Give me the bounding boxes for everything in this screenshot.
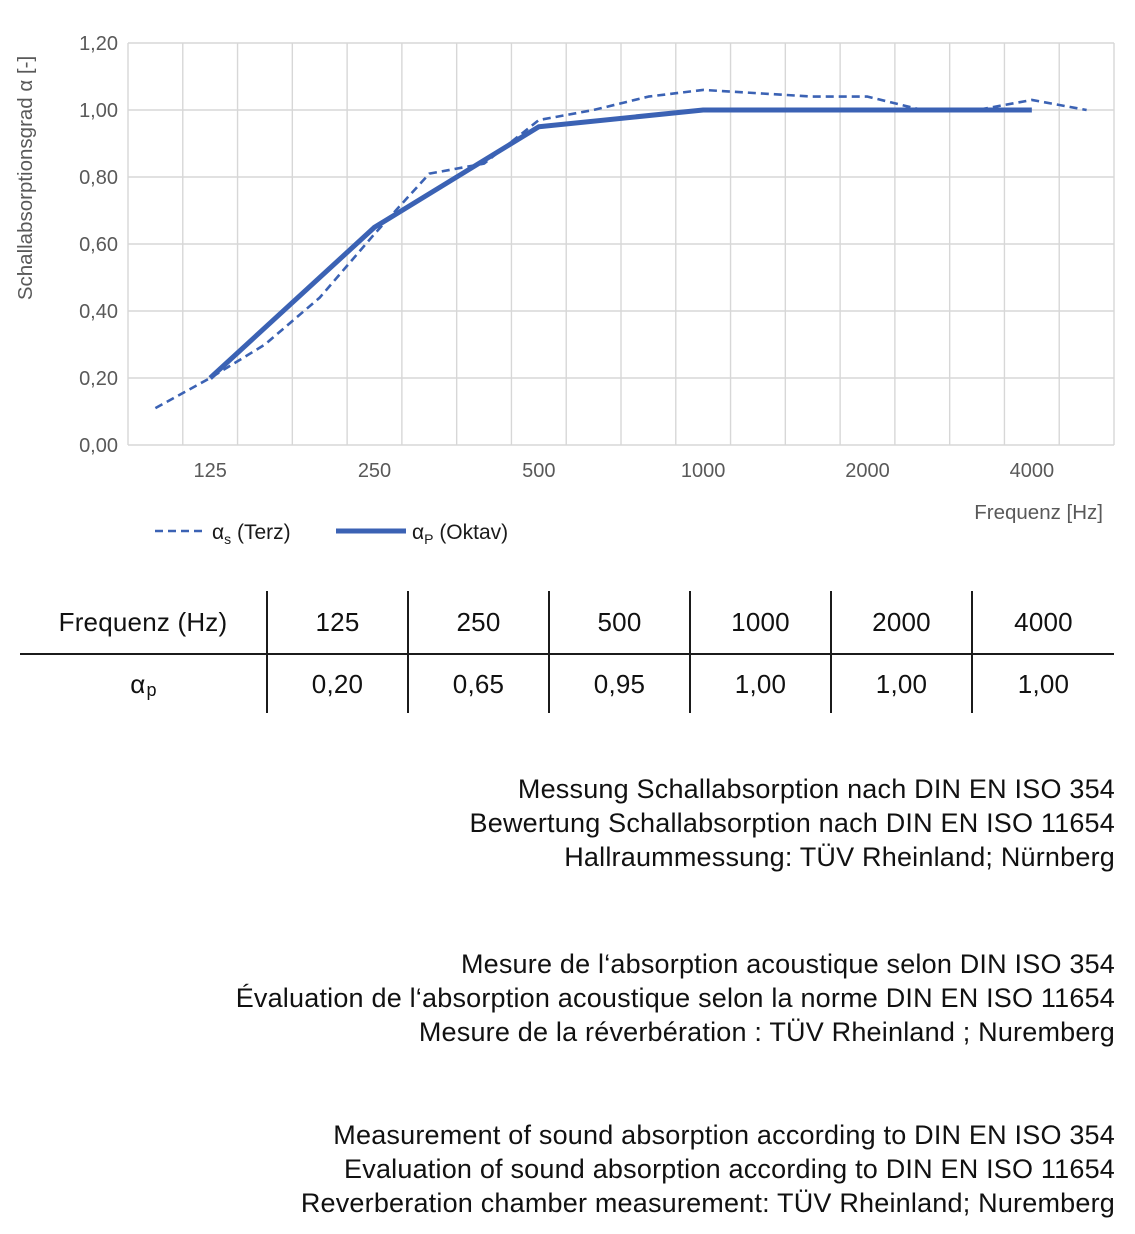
table-alpha-value: 1,00	[1017, 668, 1070, 699]
table-header-row	[20, 591, 1114, 655]
note-line: Evaluation of sound absorption according to DIN EN ISO 11654	[344, 1154, 1115, 1184]
table-header-frequency-value: 125	[268, 591, 409, 653]
table-header-frequency-value: 250	[409, 591, 550, 653]
table-alpha-value: 1,00	[832, 655, 973, 713]
y-tick-label: 1,00	[79, 100, 118, 122]
absorption-coefficient-table	[20, 591, 1114, 713]
y-tick-label: 0,20	[79, 368, 118, 390]
table-header-frequency-value: 1000	[691, 591, 832, 653]
legend-label: $\alpha_P$ (Oktav)	[412, 521, 509, 547]
table-header-frequency-value: 4000	[1014, 606, 1073, 637]
table-header-frequency-value: 500	[550, 591, 691, 653]
y-tick-label: 0,80	[79, 167, 118, 189]
x-tick-label: 250	[357, 460, 392, 482]
x-tick-label: 2000	[845, 460, 890, 482]
note-french	[20, 947, 1115, 1049]
note-line: Hallraummessung: TÜV Rheinland; Nürnberg	[564, 842, 1115, 872]
note-german	[20, 772, 1115, 874]
y-tick-label: 0,40	[79, 301, 118, 323]
table-header-frequency: Frequenz (Hz)	[20, 591, 268, 653]
table-header-frequency-value: 2000	[832, 591, 973, 653]
note-line: Reverberation chamber measurement: TÜV Rheinland; Nuremberg	[300, 1188, 1115, 1218]
note-line: Measurement of sound absorption according to DIN EN ISO 354	[333, 1120, 1115, 1150]
x-axis-tick-labels	[193, 460, 1054, 482]
note-line: Bewertung Schallabsorption nach DIN EN ISO 11654	[469, 808, 1115, 838]
y-tick-label: 0,60	[79, 234, 118, 256]
y-axis-tick-labels	[79, 33, 118, 457]
x-tick-label: 1000	[680, 460, 726, 482]
note-english	[20, 1118, 1115, 1220]
x-axis-title: Frequenz [Hz]	[974, 501, 1103, 524]
x-tick-label: 125	[193, 460, 227, 482]
y-tick-label: 1,20	[79, 33, 118, 55]
note-line: Mesure de l‘absorption acoustique selon DIN ISO 354	[460, 949, 1115, 979]
table-alpha-value: 1,00	[691, 655, 832, 713]
table-alpha-value: 0,65	[409, 655, 550, 713]
note-line: Évaluation de l‘absorption acoustique selon la norme DIN EN ISO 11654	[235, 983, 1115, 1013]
table-row-label-alpha-p: α $_p$	[20, 655, 268, 713]
note-line: Messung Schallabsorption nach DIN EN ISO 354	[517, 774, 1115, 804]
y-tick-label: 0,00	[79, 435, 118, 457]
table-alpha-value: 0,20	[268, 655, 409, 713]
table-value-row	[20, 655, 1114, 713]
sound-absorption-chart	[0, 0, 1135, 560]
chart-legend	[155, 521, 508, 547]
note-line: Mesure de la réverbération : TÜV Rheinland ; Nuremberg	[418, 1017, 1115, 1047]
x-tick-label: 4000	[1009, 460, 1055, 482]
x-tick-label: 500	[522, 460, 556, 482]
y-axis-title: Schallabsorptionsgrad α [-]	[14, 55, 37, 301]
legend-label: $\alpha_s$ (Terz)	[212, 521, 291, 547]
table-alpha-value: 0,95	[550, 655, 691, 713]
